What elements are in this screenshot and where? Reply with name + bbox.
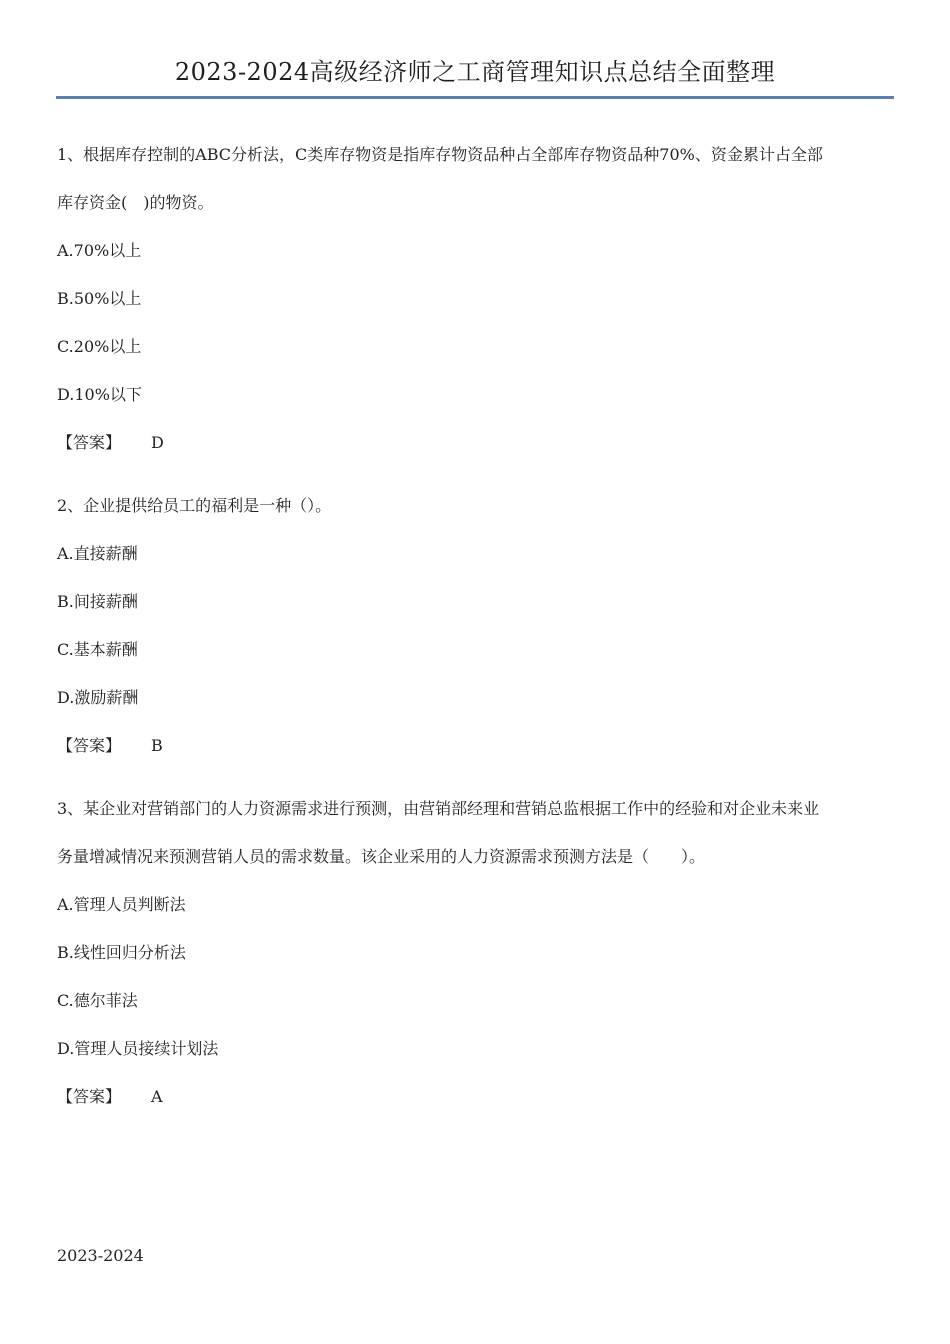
- question-2-option-b: B.间接薪酬: [57, 592, 138, 611]
- question-3-option-a: A.管理人员判断法: [57, 895, 186, 914]
- answer-label: 【答案】: [57, 433, 122, 452]
- question-3-option-c: C.德尔菲法: [57, 991, 138, 1010]
- answer-value: A: [151, 1087, 163, 1106]
- question-1-option-c: C.20%以上: [57, 337, 142, 356]
- answer-label: 【答案】: [57, 1087, 122, 1106]
- title-divider: [56, 96, 894, 99]
- question-3-answer: [57, 1087, 163, 1107]
- footer-year: 2023-2024: [57, 1246, 144, 1265]
- question-2-answer: [57, 736, 163, 756]
- answer-value: D: [151, 433, 164, 452]
- answer-value: B: [151, 736, 163, 755]
- question-2-option-a: A.直接薪酬: [57, 544, 138, 563]
- question-1-option-b: B.50%以上: [57, 289, 142, 308]
- question-3-option-b: B.线性回归分析法: [57, 943, 186, 962]
- question-1-option-a: A.70%以上: [57, 241, 142, 260]
- question-2-option-d: D.激励薪酬: [57, 688, 139, 707]
- question-1-stem-line-1: 1、根据库存控制的ABC分析法，C类库存物资是指库存物资品种占全部库存物资品种70%、资金累计占全部: [57, 145, 823, 164]
- question-1-stem-line-2: 库存资金( )的物资。: [57, 193, 214, 212]
- question-2-option-c: C.基本薪酬: [57, 640, 138, 659]
- page-title: 2023-2024高级经济师之工商管理知识点总结全面整理: [174, 58, 776, 86]
- question-1-option-d: D.10%以下: [57, 385, 142, 404]
- question-3-stem-line-1: 3、某企业对营销部门的人力资源需求进行预测，由营销部经理和营销总监根据工作中的经验和对企业未来业: [57, 799, 820, 818]
- answer-label: 【答案】: [57, 736, 122, 755]
- question-1-answer: [57, 433, 164, 453]
- question-3-option-d: D.管理人员接续计划法: [57, 1039, 219, 1058]
- question-3-stem-line-2: 务量增减情况来预测营销人员的需求数量。该企业采用的人力资源需求预测方法是（ ）。: [57, 847, 706, 866]
- question-2-stem-line-1: 2、企业提供给员工的福利是一种（）。: [57, 496, 332, 515]
